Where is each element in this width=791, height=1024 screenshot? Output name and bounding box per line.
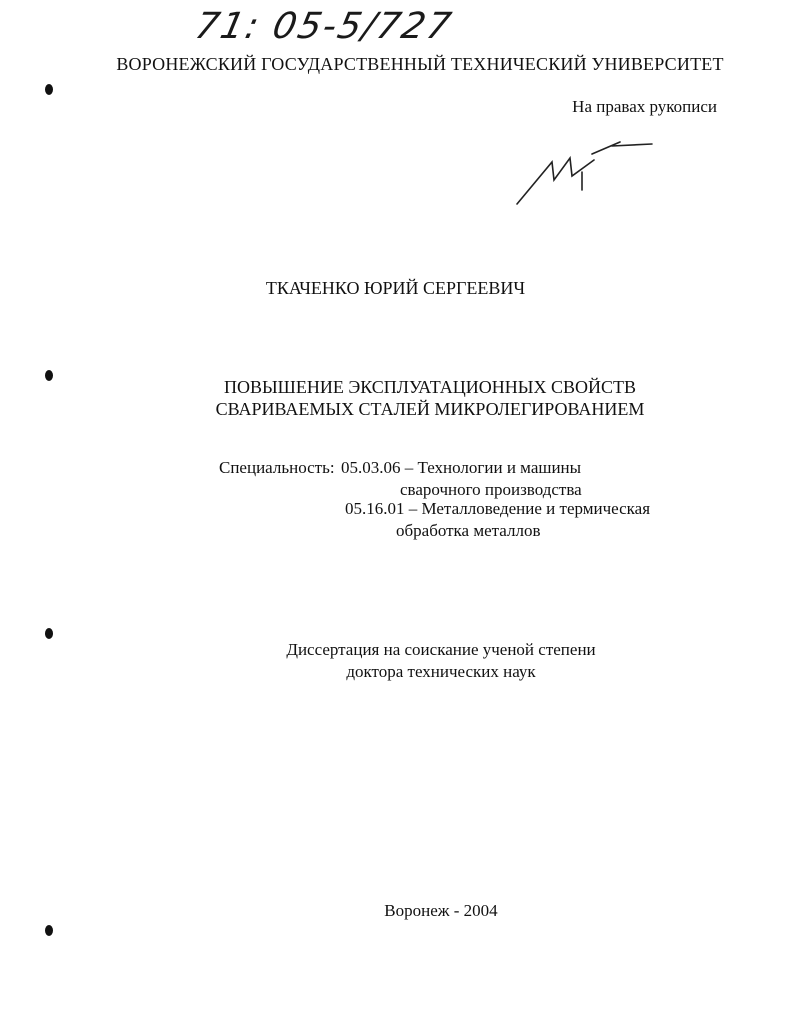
university-name: ВОРОНЕЖСКИЙ ГОСУДАРСТВЕННЫЙ ТЕХНИЧЕСКИЙ УНИВЕРСИТЕТ (116, 54, 724, 74)
degree-line-2: доктора технических наук (346, 662, 536, 681)
punch-hole (45, 370, 53, 381)
specialty-1-line-1: 05.03.06 – Технологии и машины (341, 458, 582, 477)
city-year: Воронеж - 2004 (384, 901, 498, 920)
signature-mark (512, 132, 662, 212)
punch-hole (45, 628, 53, 639)
dissertation-degree (0, 639, 791, 683)
punch-hole (45, 84, 53, 95)
specialty-2-line-1: 05.16.01 – Металловедение и термическая (345, 499, 651, 518)
title-line-1: ПОВЫШЕНИЕ ЭКСПЛУАТАЦИОННЫХ СВОЙСТВ (223, 377, 637, 397)
specialty-label: Специальность: (219, 458, 335, 477)
dissertation-title (0, 376, 791, 420)
title-line-2: СВАРИВАЕМЫХ СТАЛЕЙ МИКРОЛЕГИРОВАНИЕМ (215, 399, 645, 419)
author-name: ТКАЧЕНКО ЮРИЙ СЕРГЕЕВИЧ (265, 278, 526, 298)
degree-line-1: Диссертация на соискание ученой степени (286, 640, 596, 659)
manuscript-rights-note: На правах рукописи (572, 97, 717, 116)
specialty-1-line-2: сварочного производства (400, 480, 582, 499)
punch-hole (45, 925, 53, 936)
specialty-2-line-2: обработка металлов (396, 521, 541, 540)
archive-code-handwritten: 71: 05-5/727 (191, 6, 457, 47)
